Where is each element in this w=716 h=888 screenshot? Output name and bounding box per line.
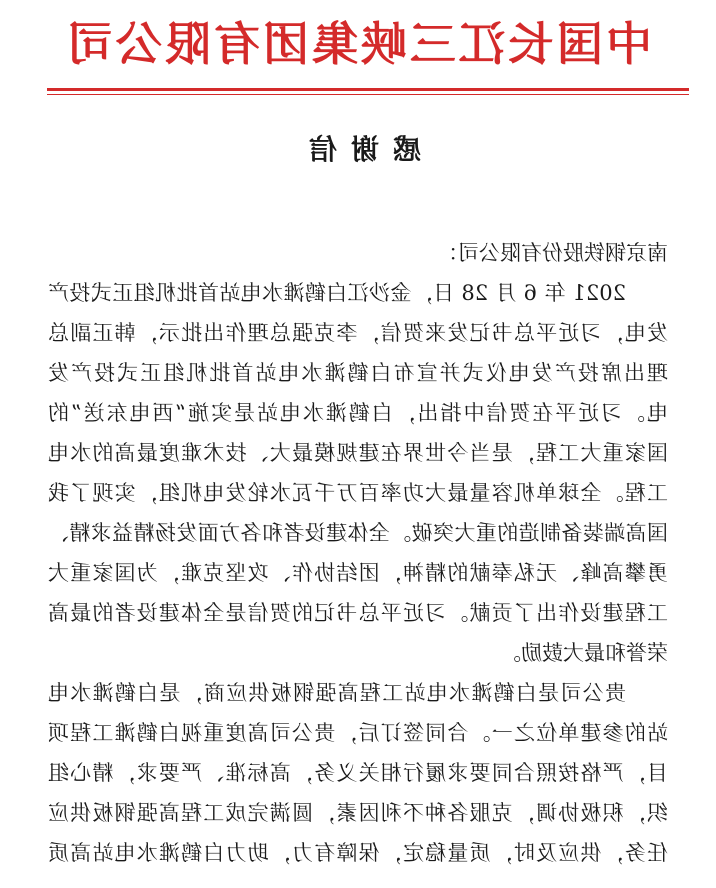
letterhead-org-name: 中国长江三峡集团有限公司	[64, 17, 652, 71]
paragraph-line: 站的参建单位之一。合同签订后，贵公司高度重视白鹤滩工程项	[48, 721, 668, 745]
letterhead-rule-thick	[47, 88, 689, 91]
paragraph-line: 目，严格按照合同要求履行相关义务，高标准、严要求，精心组	[48, 761, 668, 785]
paragraph-line: 发电，习近平总书记发来贺信，李克强总理作出批示，韩正副总	[48, 321, 668, 345]
paragraph-line: 勇攀高峰、无私奉献的精神，团结协作、攻坚克难，为国家重大	[48, 561, 668, 585]
paragraph-line: 理出席投产发电仪式并宣布白鹤滩水电站首批机组正式投产发	[48, 361, 668, 385]
paragraph-line: 任务，供应及时，质量稳定，保障有力，助力白鹤滩水电站高质	[48, 841, 668, 865]
paragraph-line: 国高端装备制造的重大突破。全体建设者和各方面发扬精益求精、	[48, 521, 668, 545]
paragraph-line: 电。习近平在贺信中指出，白鹤滩水电站是实施“西电东送”的	[48, 401, 668, 425]
paragraph-line: 工程。全球单机容量最大功率百万千瓦水轮发电机组，实现了我	[48, 481, 668, 505]
paragraph-line: 国家重大工程，是当今世界在建规模最大、技术难度最高的水电	[48, 441, 668, 465]
salutation: 南京钢铁股份有限公司：	[437, 241, 668, 265]
paragraph-line: 2021 年 6 月 28 日，金沙江白鹤滩水电站首批机组正式投产	[48, 281, 626, 305]
paragraph-line: 贵公司是白鹤滩水电站工程高强钢板供应商，是白鹤滩水电	[48, 681, 626, 705]
letter-body	[48, 233, 668, 873]
paragraph-line: 织，积极协调，克服各种不利因素，圆满完成工程高强钢板供应	[48, 801, 668, 825]
letter-title: 感谢信	[295, 133, 422, 166]
paragraph-line: 荣誉和最大鼓励。	[500, 641, 668, 665]
letterhead-rule-thin	[47, 94, 689, 95]
paragraph-line: 工程建设作出了贡献。习近平总书记的贺信是全体建设者的最高	[48, 601, 668, 625]
